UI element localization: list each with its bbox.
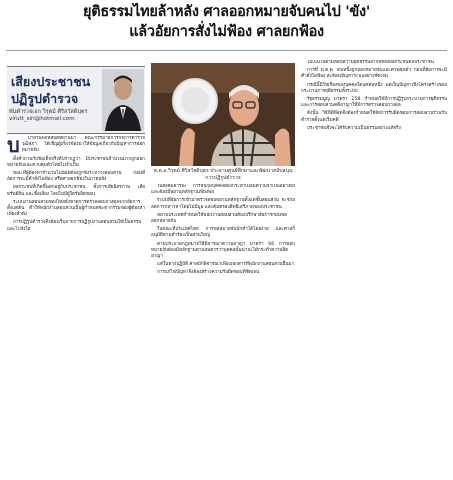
drop-cap: บ bbox=[7, 136, 20, 157]
body-column-3 bbox=[301, 60, 447, 476]
paragraph: ระบบที่อัยการเข้ามาตรวจสอบพยานหลักฐานตั้งแต่ชั้นสอบสวน จะช่วยลดการกล่าวหาโดยไม่มีมูล และคุ้มครองสิทธิเสรีภาพของประชาชน bbox=[151, 198, 295, 210]
headline bbox=[6, 2, 447, 42]
paragraph: ขณะที่ผู้ต้องหาจำนวนไม่น้อยต้องถูกขังระหว่างสอบสวน ก่อนที่อัยการจะมีคำสั่งไม่ฟ้อง หรือศาลยกฟ้องในภายหลัง bbox=[7, 171, 145, 183]
paragraph: ไม่เป็นไปตามหลักความยุติธรรมสากลที่ส่งผลกระทบต่อประชาชน bbox=[307, 60, 434, 65]
paragraph: รัฐธรรมนูญ มาตรา 258 กำหนดให้มีการปฏิรูปกระบวนการยุติธรรม และการสอบสวนคดีอาญาให้มีการตรวจสอบถ่วงดุล bbox=[301, 97, 447, 109]
headline-line-2: แล้วอัยการสั่งไม่ฟ้อง ศาลยกฟ้อง bbox=[129, 24, 324, 40]
column-header bbox=[7, 66, 145, 134]
author-portrait bbox=[102, 69, 144, 131]
paragraph: ประชาชนจึงจะได้รับความเป็นธรรมอย่างแท้จริง bbox=[307, 125, 401, 131]
paragraph: ระบบงานสอบสวนของไทยยังขาดการตรวจสอบถ่วงดุลจากอัยการตั้งแต่ต้น ทำให้พนักงานสอบสวนเป็นผู้กำหนดชะตากรรมของผู้ต้องหาเพียงลำพัง bbox=[7, 199, 145, 218]
column-title bbox=[11, 73, 95, 107]
paragraph: บ่ายวันพฤหัสบดีที่ผ่านมา คณะกรรมาธิการกิจการตำรวจ วุฒิสภา ได้เชิญผู้เกี่ยวข้องมาให้ข้อมูลเกี่ยวกับปัญหาการออกหมายจับ bbox=[21, 136, 145, 154]
author-email: virutt_siri@hotmail.com bbox=[9, 116, 75, 122]
paragraph: แต่ในทางปฏิบัติ ศาลมักพิจารณาเพียงเอกสารที่พนักงานสอบสวนยื่นมา bbox=[157, 262, 295, 268]
paragraph: การปฏิรูปตำรวจจึงต้องเริ่มจากการปฏิรูปงานสอบสวนให้เป็นธรรมและโปร่งใส bbox=[7, 220, 142, 232]
paragraph: ผลกระทบที่เกิดขึ้นตกอยู่กับประชาชน ทั้งการเสียอิสรภาพ เสียทรัพย์สิน และชื่อเสียง โดยไม่มีผู้ใดรับผิดชอบ bbox=[7, 185, 145, 197]
paragraph: การที่ พ.ต.ต. คนหนึ่งถูกออกหมายจับและควบคุมตัว ก่อนที่อัยการจะมีคำสั่งไม่ฟ้อง สะท้อนปัญหาระบบอย่างชัดเจน bbox=[301, 68, 447, 80]
paragraph: กรณีนี้มิใช่เรื่องของบุคคลใดบุคคลหนึ่ง แต่เป็นปัญหาเชิงโครงสร้างของกระบวนการยุติธรรมทั้งระบบ bbox=[301, 82, 447, 94]
paragraph: ตั้งคำถามกับข้อเท็จจริงที่ปรากฏว่า มีประชาชนจำนวนมากถูกออกหมายจับและควบคุมตัวโดยไม่จำเป็น bbox=[7, 156, 145, 168]
body-column-1 bbox=[7, 136, 145, 476]
top-divider bbox=[6, 50, 447, 51]
headline-line-1: ยุติธรรมไทยล้าหลัง ศาลออกหมายจับคนไป 'ขัง' bbox=[83, 4, 370, 20]
paragraph: การแก้ไขปัญหาจึงต้องสร้างความรับผิดชอบที่ชัดเจน bbox=[157, 270, 260, 276]
photo-caption: พ.ต.อ.วิรุตม์ ศิริสวัสดิบุตร ประธานศูนย์ศึกษาและพัฒนาสนับสนุนการปฏิรูปตำรวจ bbox=[153, 168, 293, 181]
paragraph: ดังนั้น วิธีที่ดีที่สุดจึงต้องกำหนดให้อัยการรับผิดชอบการสอบสวนร่วมกับตำรวจตั้งแต่เริ่มคดี bbox=[301, 111, 447, 123]
column-title-line-2: ปฏิรูปตำรวจ bbox=[11, 91, 79, 106]
body-column-2 bbox=[151, 184, 295, 476]
feature-photo bbox=[151, 63, 295, 166]
author-name: พันตำรวจเอก วิรุตม์ ศิริสวัสดิบุตร bbox=[9, 109, 88, 115]
paragraph: หลายประเทศกำหนดให้พนักงานสอบสวนต้องปรึกษาอัยการก่อนขอออกหมายจับ bbox=[151, 212, 287, 225]
paragraph: ในสังคมอารยะ การจับกุมบุคคลต้องกระทำเมื่อมีความจำเป็นอย่างยิ่ง และต้องมีพยานหลักฐานเพียงพอ bbox=[151, 184, 295, 196]
paragraph: ตามประมวลกฎหมายวิธีพิจารณาความอาญา มาตรา 66 การออกหมายจับต้องมีหลักฐานตามสมควรว่าบุคคลนั้นน่าจะได้กระทำความผิดอาญา bbox=[151, 241, 295, 260]
column-byline bbox=[9, 109, 101, 123]
column-title-line-1: เสียงประชาชน bbox=[11, 74, 91, 89]
paragraph: ในขณะที่ประเทศไทย การขอหมายจับมักทำได้โดยง่าย และศาลก็อนุมัติตามคำร้องเป็นส่วนใหญ่ bbox=[151, 227, 295, 239]
